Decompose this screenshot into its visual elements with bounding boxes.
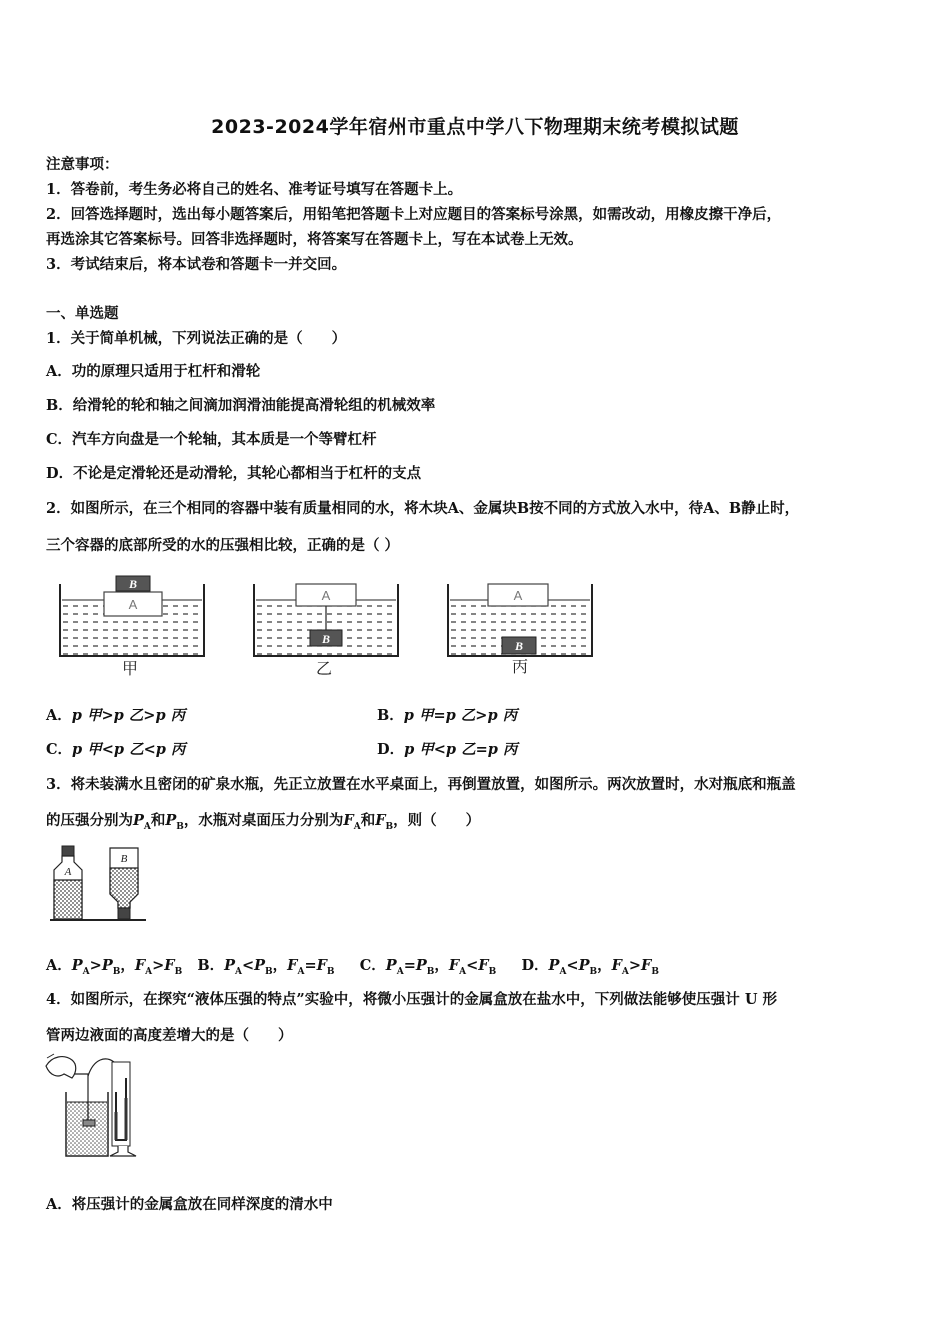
container-jia bbox=[60, 576, 204, 678]
svg-text:A: A bbox=[321, 588, 331, 603]
svg-text:B: B bbox=[321, 632, 331, 646]
bottle-upright bbox=[54, 846, 82, 919]
svg-text:A: A bbox=[64, 866, 72, 878]
svg-text:B: B bbox=[120, 853, 128, 865]
q3-option-d: D．$P_A<P_B$，$F_A>F_B$ bbox=[521, 957, 659, 977]
q2-figure bbox=[52, 570, 612, 682]
hand-icon bbox=[46, 1057, 76, 1078]
q4-option-a: A．将压强计的金属盒放在同样深度的清水中 bbox=[46, 1196, 333, 1213]
svg-text:丙: 丙 bbox=[511, 657, 529, 676]
q3-figure bbox=[48, 842, 148, 924]
notice-item: 3．考试结束后，将本试卷和答题卡一并交回。 bbox=[46, 256, 347, 273]
svg-text:A: A bbox=[128, 597, 138, 612]
q2-option-d: D．p 甲<p 乙=p 丙 bbox=[377, 741, 518, 758]
svg-text:A: A bbox=[513, 588, 523, 603]
q2-option-b: B．p 甲=p 乙>p 丙 bbox=[377, 707, 518, 724]
section-heading: 一、单选题 bbox=[46, 305, 119, 322]
q1-stem: 1．关于简单机械，下列说法正确的是（ ） bbox=[46, 330, 347, 347]
notice-item: 1．答卷前，考生务必将自己的姓名、准考证号填写在答题卡上。 bbox=[46, 181, 463, 198]
bottle-inverted bbox=[110, 848, 138, 919]
q3-option-b: B．$P_A<P_B$，$F_A=F_B$ bbox=[197, 957, 335, 977]
svg-text:B: B bbox=[514, 639, 524, 653]
svg-text:B: B bbox=[128, 577, 138, 591]
page-title: 2023-2024学年宿州市重点中学八下物理期末统考模拟试题 bbox=[211, 116, 739, 138]
q2-option-c: C．p 甲<p 乙<p 丙 bbox=[46, 741, 186, 758]
notice-item: 再选涂其它答案标号。回答非选择题时，将答案写在答题卡上，写在本试卷上无效。 bbox=[46, 231, 583, 248]
q2-stem-line1: 2．如图所示，在三个相同的容器中装有质量相同的水，将木块A、金属块B按不同的方式放入水中，待A、B静止时， bbox=[46, 500, 800, 517]
q1-option-d: D．不论是定滑轮还是动滑轮，其轮心都相当于杠杆的支点 bbox=[46, 465, 422, 482]
notice-item: 2．回答选择题时，选出每小题答案后，用铅笔把答题卡上对应题目的答案标号涂黑，如需改动，用橡皮擦干净后， bbox=[46, 206, 782, 223]
svg-text:乙: 乙 bbox=[315, 659, 333, 678]
q1-option-b: B．给滑轮的轮和轴之间滴加润滑油能提高滑轮组的机械效率 bbox=[46, 397, 436, 414]
q2-option-a: A．p 甲>p 乙>p 丙 bbox=[46, 707, 186, 724]
container-yi bbox=[254, 584, 398, 678]
q1-option-a: A．功的原理只适用于杠杆和滑轮 bbox=[46, 363, 261, 380]
svg-text:甲: 甲 bbox=[121, 659, 139, 678]
q3-stem-line1: 3．将未装满水且密闭的矿泉水瓶，先正立放置在水平桌面上，再倒置放置，如图所示。两次放置时，水对瓶底和瓶盖 bbox=[46, 776, 796, 793]
q3-stem-line2: 的压强分别为$P_A$和$P_B$，水瓶对桌面压力分别为$F_A$和$F_B$，则（ ） bbox=[46, 812, 481, 832]
notice-heading: 注意事项： bbox=[46, 156, 119, 173]
q3-option-c: C．$P_A=P_B$，$F_A<F_B$ bbox=[359, 957, 497, 977]
q4-stem-line2: 管两边液面的高度差增大的是（ ） bbox=[46, 1027, 293, 1044]
q1-option-c: C．汽车方向盘是一个轮轴，其本质是一个等臂杠杆 bbox=[46, 431, 377, 448]
container-bing bbox=[448, 584, 592, 676]
q3-option-a: A．$P_A>P_B$，$F_A>F_B$ bbox=[46, 957, 183, 977]
q4-stem-line1: 4．如图所示，在探究“液体压强的特点”实验中，将微小压强计的金属盒放在盐水中，下列做法能够使压强计 U 形 bbox=[46, 991, 778, 1008]
q2-stem-line2: 三个容器的底部所受的水的压强相比较，正确的是（ ） bbox=[46, 537, 400, 554]
q3-options bbox=[46, 954, 659, 977]
q4-figure bbox=[44, 1052, 156, 1162]
